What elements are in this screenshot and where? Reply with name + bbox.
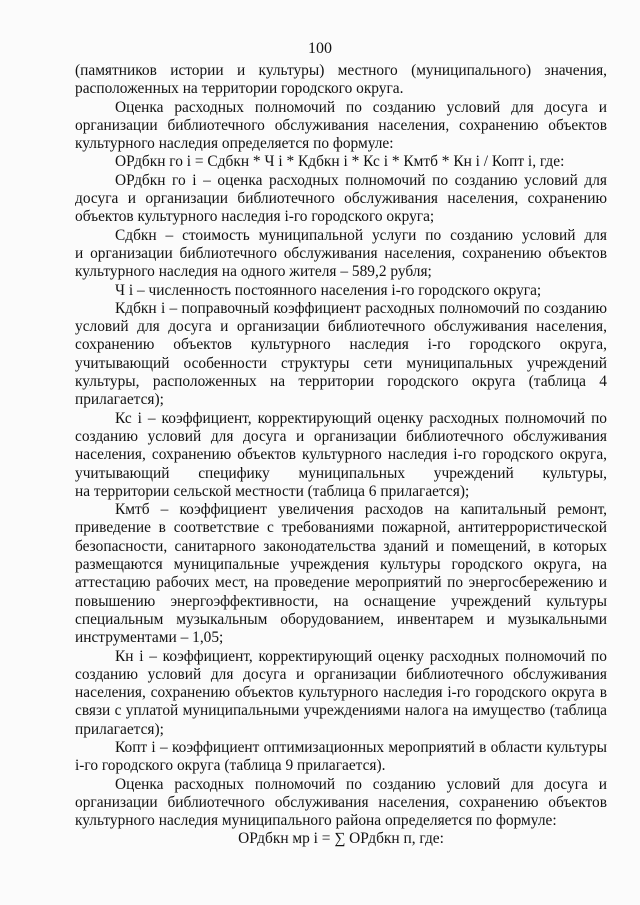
text-line: организации библиотечного обслуживания населения, сохранению объектов [75,116,607,134]
text-line: культурного наследия муниципального района определяется по формуле: [75,812,557,830]
text-line: культуры, расположенных на территории городского округа (таблица 4 [75,373,607,391]
text-line: прилагается); [75,720,164,738]
text-line: Ч i – численность постоянного населения i-го городского округа; [115,281,542,299]
text-line: созданию условий для досуга и организации библиотечного обслуживания [75,427,607,445]
text-line: населения, сохранению объектов культурного наследия i-го городского округа в [75,684,607,702]
text-line: специальным музыкальным оборудованием, инвентарем и музыкальными [75,610,607,628]
text-line: i-го городского округа (таблица 9 прилагается). [75,757,386,775]
text-line: населения, сохранению объектов культурного наследия i-го городского округа, [75,446,607,464]
text-line: Сдбкн – стоимость муниципальной услуги по созданию условий для [115,226,607,244]
text-line: Кдбкн i – поправочный коэффициент расходных полномочий по созданию [115,299,607,317]
text-line: (памятников истории и культуры) местного (муниципального) значения, [75,62,607,79]
text-line: безопасности, санитарного законодательства зданий и помещений, в которых [75,537,607,555]
text-line: досуга и организации библиотечного обслуживания населения, сохранению [75,190,607,208]
text-line: приведение в соответствие с требованиями пожарной, антитеррористической [75,519,607,537]
text-line: размещаются муниципальные учреждения культуры городского округа, на [75,556,607,574]
text-line: Оценка расходных полномочий по созданию условий для досуга и [115,98,607,116]
document-body [75,62,607,849]
page-number: 100 [308,40,332,57]
text-line: Кмтб – коэффициент увеличения расходов на капитальный ремонт, [115,501,607,519]
text-line: учитывающий специфику муниципальных учреждений культуры, [75,464,607,482]
text-line: объектов культурного наследия i-го городского округа; [75,208,435,226]
text-line: на территории сельской местности (таблица 6 прилагается); [75,482,470,500]
text-line: условий для досуга и организации библиотечного обслуживания населения, [75,318,607,336]
text-line: созданию условий для досуга и организации библиотечного обслуживания [75,665,607,683]
text-line: сохранению объектов культурного наследия i-го городского округа, [75,336,607,354]
text-line: ОРдбкн мр i = ∑ ОРдбкн п, где: [238,830,444,848]
text-line: расположенных на территории городского округа. [75,80,404,98]
text-line: аттестацию рабочих мест, на проведение мероприятий по энергосбережению и [75,574,607,592]
text-line: повышению энергоэффективности, на оснащение учреждений культуры [75,592,607,610]
text-line: Кс i – коэффициент, корректирующий оценку расходных полномочий по [115,409,607,427]
text-line: ОРдбкн го i = Сдбкн * Ч i * Кдбкн i * Кс i * Кмтб * Кн i / Копт i, где: [115,153,565,171]
text-line: прилагается); [75,391,164,409]
text-line: учитывающий особенности структуры сети муниципальных учреждений [75,354,607,372]
text-line: ОРдбкн го i – оценка расходных полномочий по созданию условий для [115,171,607,189]
text-line: связи с уплатой муниципальными учреждениями налога на имущество (таблица [75,702,607,720]
text-line: организации библиотечного обслуживания населения, сохранению объектов [75,793,607,811]
text-line: инструментами – 1,05; [75,629,224,647]
text-line: Кн i – коэффициент, корректирующий оценку расходных полномочий по [115,647,607,665]
text-line: Копт i – коэффициент оптимизационных мероприятий в области культуры [115,738,607,756]
text-line: культурного наследия определяется по формуле: [75,135,394,153]
text-line: культурного наследия на одного жителя – 589,2 рубля; [75,263,432,281]
text-line: и организации библиотечного обслуживания населения, сохранению объектов [75,244,607,262]
text-line: Оценка расходных полномочий по созданию условий для досуга и [115,775,607,793]
